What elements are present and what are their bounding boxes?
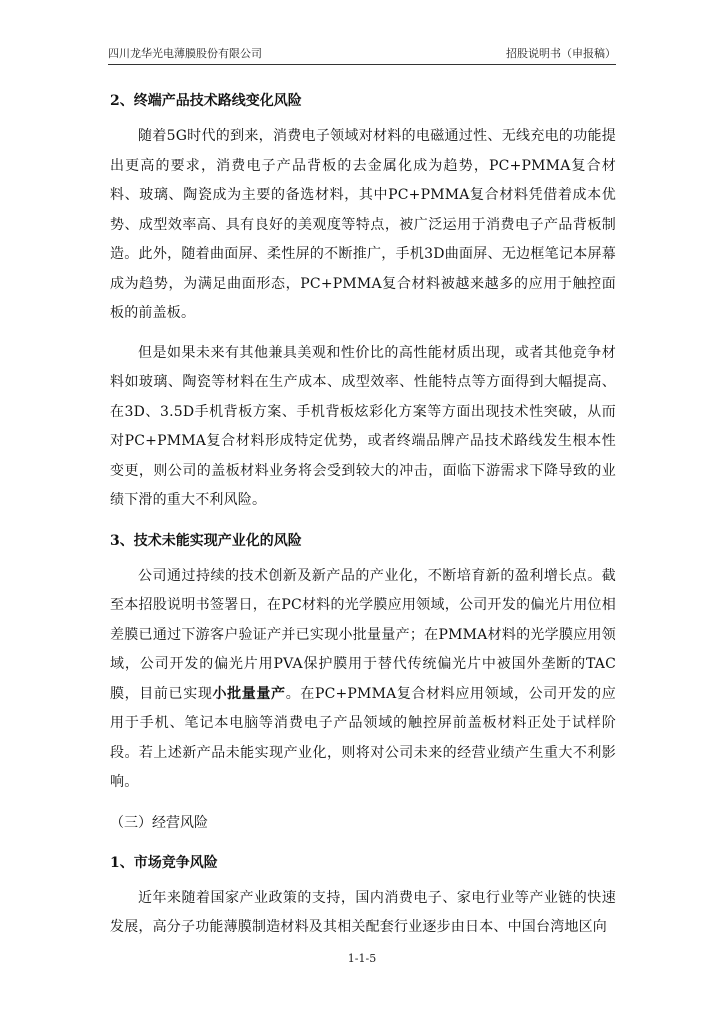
section-heading-operating-risk: （三）经营风险: [110, 814, 208, 831]
paragraph-industrialization: [110, 562, 616, 798]
paragraph-tech-route-2: 但是如果未来有其他兼具美观和性价比的高性能材质出现，或者其他竞争材料如玻璃、陶瓷等材料在生产成本、成型效率、性能特点等方面得到大幅提高、在3D、3.5D手机背板方案、手机背板炫彩化方案等方面出现技术性突破，从而对PC+PMMA复合材料形成特定优势，或者终端品牌产品技术路线发生根本性变更，则公司的盖板材料业务将会受到较大的冲击，面临下游需求下降导致的业绩下滑的重大不利风险。: [110, 344, 616, 508]
section-heading-tech-route: 2、终端产品技术路线变化风险: [110, 93, 302, 109]
section-heading-market-competition: 1、市场竞争风险: [110, 854, 218, 871]
page-content: [110, 86, 616, 953]
bold-small-batch: 小批量量产: [212, 685, 286, 702]
header-doc-title: 招股说明书（申报稿）: [506, 47, 616, 60]
paragraph-market-competition: 近年来随着国家产业政策的支持，国内消费电子、家电行业等产业链的快速发展，高分子功能薄膜制造材料及其相关配套行业逐步由日本、中国台湾地区向: [110, 889, 616, 935]
page-header: [108, 47, 616, 65]
page-number: 1-1-5: [347, 952, 377, 965]
paragraph-industrialization-part1: 公司通过持续的技术创新及新产品的产业化，不断培育新的盈利增长点。截至本招股说明书签署日，在PC材料的光学膜应用领域，公司开发的偏光片用位相差膜已通过下游客户验证产并已实现小批量量产；在PMMA材料的光学膜应用领域，公司开发的偏光片用PVA保护膜用于替代传统偏光片中被国外垄断的TAC膜，目前已实现: [110, 567, 616, 702]
header-company: 四川龙华光电薄膜股份有限公司: [108, 47, 262, 60]
paragraph-industrialization-part2: 。在PC+PMMA复合材料应用领域，公司开发的应用于手机、笔记本电脑等消费电子产品领域的触控屏前盖板材料正处于试样阶段。若上述新产品未能实现产业化，则将对公司未来的经营业绩产生重大不利影响。: [110, 685, 617, 790]
paragraph-tech-route-1: 随着5G时代的到来，消费电子领域对材料的电磁通过性、无线充电的功能提出更高的要求，消费电子产品背板的去金属化成为趋势，PC+PMMA复合材料、玻璃、陶瓷成为主要的备选材料，其中PC+PMMA复合材料凭借着成本优势、成型效率高、具有良好的美观度等特点，被广泛运用于消费电子产品背板制造。此外，随着曲面屏、柔性屏的不断推广，手机3D曲面屏、无边框笔记本屏幕成为趋势，为满足曲面形态，PC+PMMA复合材料被越来越多的应用于触控面板的前盖板。: [110, 128, 616, 321]
section-heading-industrialization: 3、技术未能实现产业化的风险: [110, 532, 302, 549]
